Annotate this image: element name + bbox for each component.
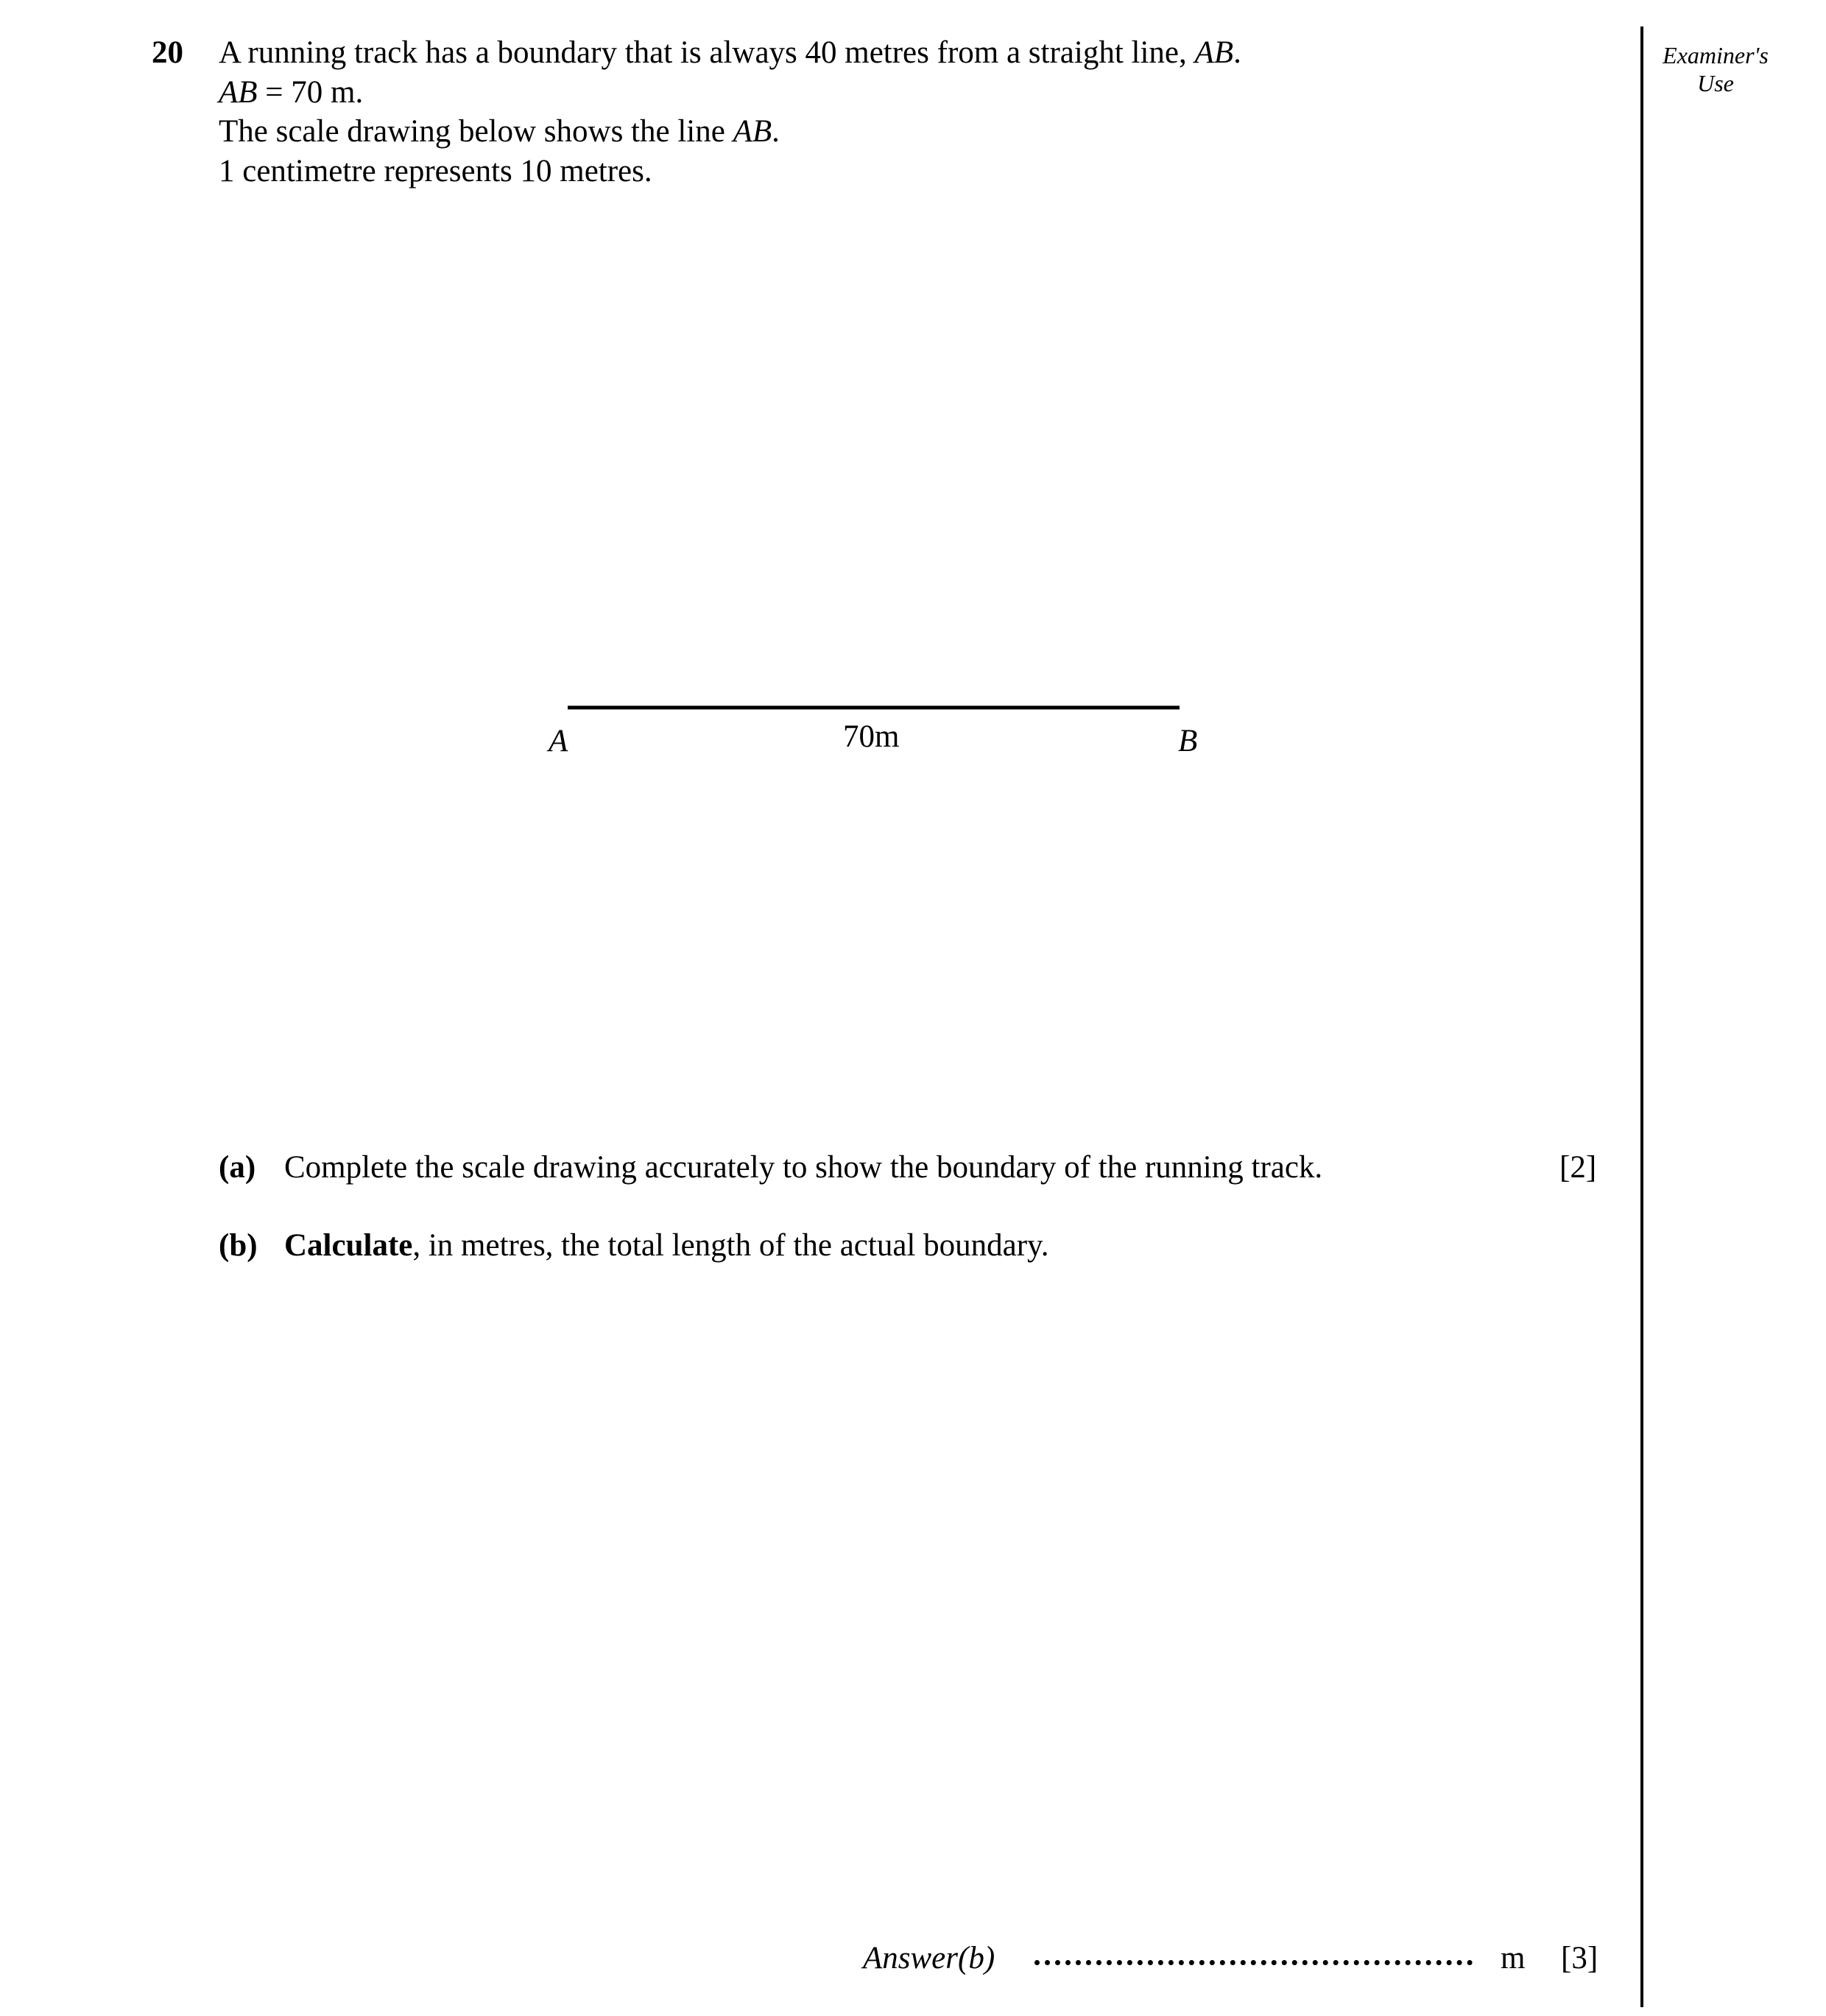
part-a-label: (a) bbox=[219, 1150, 256, 1185]
answer-b-unit: m bbox=[1501, 1941, 1526, 1976]
part-a-text: Complete the scale drawing accurately to show the boundary of the running track. bbox=[284, 1150, 1323, 1185]
question-line-1-text: A running track has a boundary that is always 40 metres from a straight line, bbox=[219, 35, 1195, 70]
point-a-label: A bbox=[549, 724, 568, 758]
answer-b-label: Answer(b) bbox=[863, 1941, 995, 1976]
question-number: 20 bbox=[152, 35, 183, 70]
question-line-2 bbox=[219, 71, 363, 115]
examiners-use-line-2: Use bbox=[1697, 70, 1734, 96]
question-line-3 bbox=[219, 110, 780, 154]
line-ab-variable: AB bbox=[733, 114, 772, 149]
question-line-1-end: . bbox=[1233, 35, 1241, 70]
question-line-1 bbox=[219, 31, 1241, 75]
line-ab-variable: AB bbox=[1194, 35, 1234, 70]
scale-statement: 1 centimetre represents 10 metres. bbox=[219, 154, 652, 188]
scale-drawing bbox=[515, 677, 1252, 780]
part-a-marks: [2] bbox=[1559, 1150, 1597, 1185]
examiners-use-heading bbox=[1635, 41, 1797, 97]
line-ab-variable: AB bbox=[219, 75, 258, 110]
scale-drawing-svg bbox=[515, 677, 1252, 780]
part-b-text bbox=[284, 1224, 1048, 1268]
examiners-use-line-1: Examiner's bbox=[1663, 42, 1769, 68]
length-label: 70m bbox=[843, 719, 900, 754]
question-line-2-text: = 70 m. bbox=[257, 75, 364, 110]
question-line-3-text: The scale drawing below shows the line bbox=[219, 114, 733, 149]
answer-b-input[interactable] bbox=[1034, 1931, 1476, 1964]
part-b-label: (b) bbox=[219, 1228, 258, 1263]
point-b-label: B bbox=[1178, 724, 1198, 758]
examiner-margin-rule bbox=[1640, 27, 1643, 2007]
part-b-command-word: Calculate bbox=[284, 1228, 413, 1263]
answer-b-marks: [3] bbox=[1561, 1941, 1598, 1976]
part-b-instruction: , in metres, the total length of the actual boundary. bbox=[412, 1228, 1049, 1263]
question-line-3-end: . bbox=[772, 114, 780, 149]
